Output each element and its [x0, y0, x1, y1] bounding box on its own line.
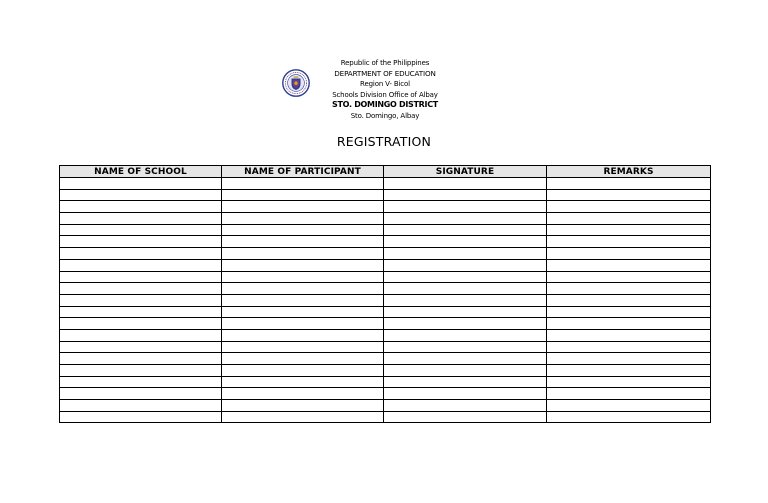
cell-signature — [384, 201, 547, 213]
cell-participant — [222, 259, 384, 271]
cell-participant — [222, 306, 384, 318]
cell-participant — [222, 411, 384, 423]
cell-participant — [222, 201, 384, 213]
cell-signature — [384, 178, 547, 190]
cell-school — [60, 329, 222, 341]
department-line: DEPARTMENT OF EDUCATION — [334, 68, 436, 78]
cell-remarks — [547, 341, 711, 353]
cell-remarks — [547, 365, 711, 377]
table-row — [60, 283, 711, 295]
table-row — [60, 271, 711, 283]
deped-seal-icon — [282, 69, 310, 97]
region-line: Region V- Bicol — [360, 80, 410, 89]
cell-remarks — [547, 259, 711, 271]
cell-remarks — [547, 400, 711, 412]
table-row — [60, 388, 711, 400]
letterhead — [0, 58, 768, 126]
cell-participant — [222, 236, 384, 248]
cell-participant — [222, 248, 384, 260]
cell-participant — [222, 400, 384, 412]
cell-school — [60, 224, 222, 236]
cell-participant — [222, 189, 384, 201]
table-row — [60, 213, 711, 225]
cell-signature — [384, 271, 547, 283]
cell-school — [60, 294, 222, 306]
cell-participant — [222, 294, 384, 306]
cell-remarks — [547, 236, 711, 248]
letterhead-text — [310, 58, 460, 122]
cell-signature — [384, 400, 547, 412]
table-row — [60, 201, 711, 213]
table-row — [60, 259, 711, 271]
cell-participant — [222, 318, 384, 330]
cell-participant — [222, 329, 384, 341]
cell-signature — [384, 411, 547, 423]
cell-remarks — [547, 294, 711, 306]
cell-signature — [384, 329, 547, 341]
cell-school — [60, 259, 222, 271]
cell-signature — [384, 318, 547, 330]
cell-participant — [222, 353, 384, 365]
table-row — [60, 376, 711, 388]
cell-remarks — [547, 353, 711, 365]
cell-school — [60, 213, 222, 225]
table-row — [60, 353, 711, 365]
column-header-participant: NAME OF PARTICIPANT — [222, 166, 384, 178]
registration-table — [59, 165, 711, 423]
cell-remarks — [547, 411, 711, 423]
document-title: REGISTRATION — [336, 134, 432, 149]
table-header-row — [60, 166, 711, 178]
table-row — [60, 236, 711, 248]
cell-signature — [384, 283, 547, 295]
table-row — [60, 189, 711, 201]
cell-school — [60, 306, 222, 318]
cell-remarks — [547, 318, 711, 330]
cell-signature — [384, 365, 547, 377]
cell-school — [60, 178, 222, 190]
cell-remarks — [547, 213, 711, 225]
cell-participant — [222, 213, 384, 225]
cell-remarks — [547, 283, 711, 295]
cell-remarks — [547, 248, 711, 260]
cell-signature — [384, 341, 547, 353]
table-row — [60, 224, 711, 236]
cell-participant — [222, 224, 384, 236]
table-row — [60, 411, 711, 423]
cell-remarks — [547, 201, 711, 213]
cell-participant — [222, 388, 384, 400]
column-header-signature: SIGNATURE — [384, 166, 547, 178]
cell-signature — [384, 259, 547, 271]
table-row — [60, 329, 711, 341]
cell-participant — [222, 271, 384, 283]
cell-school — [60, 388, 222, 400]
cell-signature — [384, 224, 547, 236]
table-row — [60, 178, 711, 190]
republic-line: Republic of the Philippines — [340, 59, 430, 67]
table-row — [60, 318, 711, 330]
cell-signature — [384, 294, 547, 306]
cell-school — [60, 283, 222, 295]
cell-school — [60, 271, 222, 283]
cell-school — [60, 248, 222, 260]
cell-remarks — [547, 306, 711, 318]
cell-school — [60, 365, 222, 377]
cell-school — [60, 411, 222, 423]
cell-school — [60, 341, 222, 353]
cell-school — [60, 400, 222, 412]
cell-signature — [384, 213, 547, 225]
cell-remarks — [547, 329, 711, 341]
cell-signature — [384, 376, 547, 388]
table-row — [60, 365, 711, 377]
address-line: Sto. Domingo, Albay — [350, 111, 420, 120]
cell-school — [60, 236, 222, 248]
cell-remarks — [547, 189, 711, 201]
cell-remarks — [547, 271, 711, 283]
table-row — [60, 248, 711, 260]
cell-remarks — [547, 178, 711, 190]
district-line: STO. DOMINGO DISTRICT — [332, 100, 438, 110]
cell-signature — [384, 248, 547, 260]
cell-participant — [222, 365, 384, 377]
cell-remarks — [547, 376, 711, 388]
cell-school — [60, 201, 222, 213]
column-header-remarks: REMARKS — [547, 166, 711, 178]
cell-signature — [384, 388, 547, 400]
cell-remarks — [547, 388, 711, 400]
cell-signature — [384, 306, 547, 318]
division-line: Schools Division Office of Albay — [332, 90, 438, 99]
table-row — [60, 294, 711, 306]
column-header-school: NAME OF SCHOOL — [60, 166, 222, 178]
table-row — [60, 400, 711, 412]
cell-signature — [384, 353, 547, 365]
cell-school — [60, 376, 222, 388]
table-row — [60, 306, 711, 318]
cell-school — [60, 318, 222, 330]
table-row — [60, 341, 711, 353]
cell-signature — [384, 189, 547, 201]
cell-remarks — [547, 224, 711, 236]
cell-signature — [384, 236, 547, 248]
cell-school — [60, 353, 222, 365]
cell-participant — [222, 178, 384, 190]
cell-participant — [222, 376, 384, 388]
cell-participant — [222, 341, 384, 353]
table-body — [60, 178, 711, 423]
cell-school — [60, 189, 222, 201]
cell-participant — [222, 283, 384, 295]
